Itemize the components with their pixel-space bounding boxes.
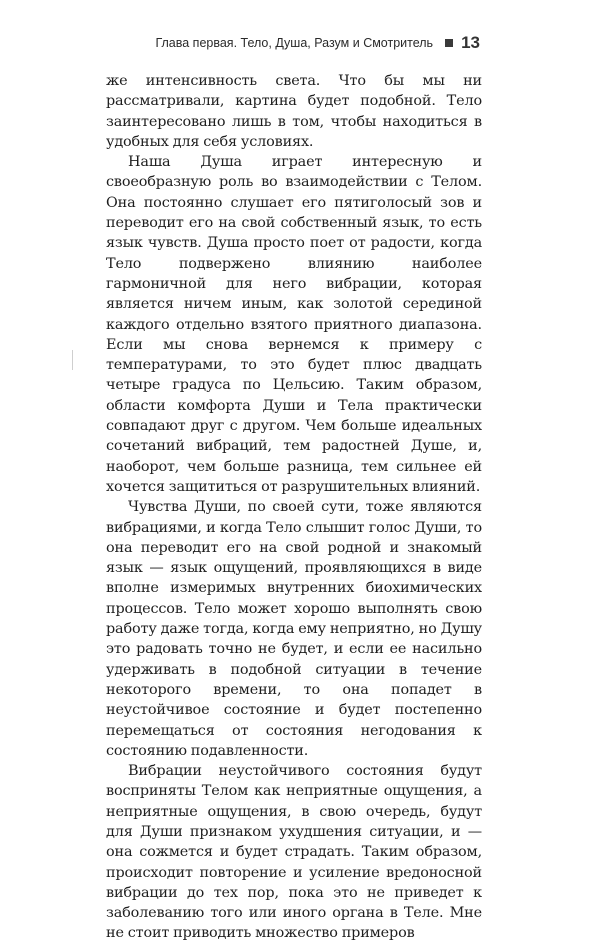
paragraph: Наша Душа играет интересную и своеобразную роль во взаимодействии с Телом. Она постоянно слушает его пятиголосый зов и переводит его на свой собственный язык, то есть язык чувств. Душа просто поет от радости, когда Тело подвержено влиянию наиболее гармоничной для него вибрации, которая является ничем иным, как золотой серединой каждого отдельно взятого приятного диапазона. Если мы снова вернемся к примеру с температурами, то это будет плюс двадцать четыре градуса по Цельсию. Таким образом, области комфорта Души и Тела практически совпадают друг с другом. Чем больше идеальных сочетаний вибраций, тем радостней Душе, и, наоборот, чем больше разница, тем сильнее ей хочется защититься от разрушительных влияний. (106, 154, 482, 495)
paragraph: Чувства Души, по своей сути, тоже являются вибрациями, и когда Тело слышит голос Души, то она переводит его на свой родной и знакомый язык — язык ощущений, проявляющихся в виде вполне измеримых внутренних биохимических процессов. Тело может хорошо выполнять свою работу даже тогда, когда ему неприятно, но Душу это радовать точно не будет, и если ее насильно удерживать в подобной ситуации в течение некоторого времени, то она попадет в неустойчивое состояние и будет постепенно перемещаться от состояния негодования к состоянию подавленности. (106, 499, 482, 759)
body-text (106, 71, 482, 944)
paragraph: Вибрации неустойчивого состояния будут восприняты Телом как неприятные ощущения, а неприятные ощущения, в свою очередь, будут для Души признаком ухудшения ситуации, и — она сожмется и будет страдать. Таким образом, происходит повторение и усиление вредоносной вибрации до тех пор, пока это не приведет к заболеванию того или иного органа в Теле. Мне не стоит приводить множество примеров (106, 763, 482, 942)
page-number: 13 (461, 33, 480, 52)
paragraph-continued: же интенсивность света. Что бы мы ни рассматривали, картина будет подобной. Тело заинтересовано лишь в том, чтобы находиться в удобных для себя условиях. (106, 73, 482, 150)
gutter-mark (72, 350, 73, 370)
square-icon (445, 39, 453, 47)
running-header (150, 32, 480, 54)
running-title: Глава первая. Тело, Душа, Разум и Смотритель (155, 36, 434, 50)
